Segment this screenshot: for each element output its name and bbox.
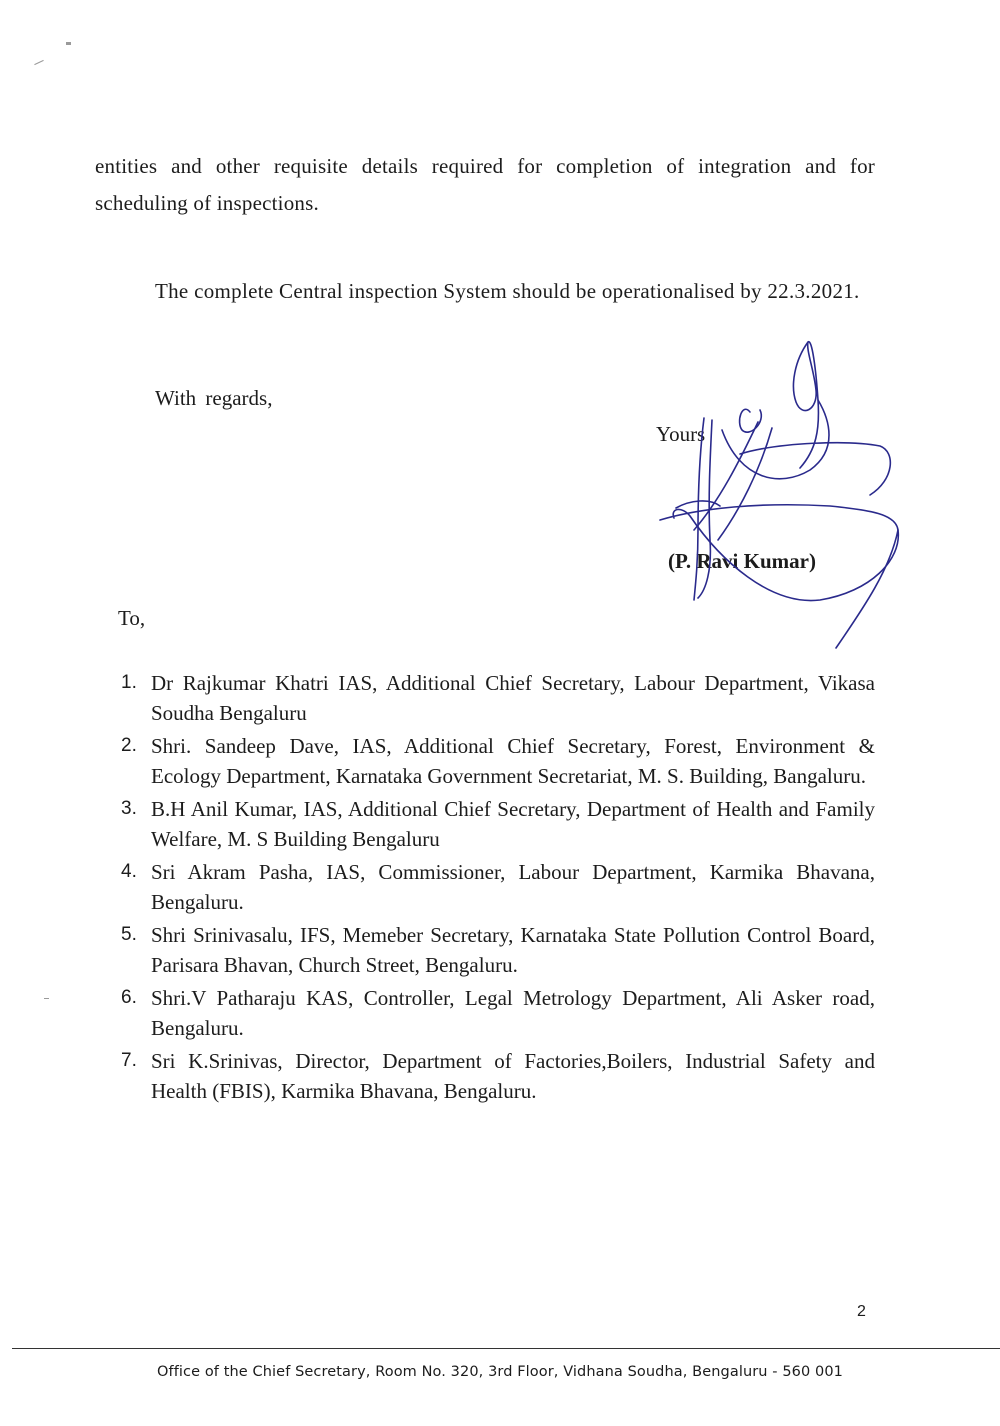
list-item-number: 5. (121, 924, 137, 945)
list-item (115, 1046, 875, 1106)
list-item (115, 731, 875, 791)
footer-address: Office of the Chief Secretary, Room No. 320, 3rd Floor, Vidhana Soudha, Bengaluru - 560 001 (156, 1364, 843, 1380)
list-item-text: Sri Akram Pasha, IAS, Commissioner, Labour Department, Karmika Bhavana, Bengaluru. (151, 860, 875, 914)
list-item-number: 1. (121, 672, 137, 693)
list-item (115, 794, 875, 854)
list-item-text: Shri.V Patharaju KAS, Controller, Legal Metrology Department, Ali Asker road, Bengaluru. (151, 986, 875, 1040)
signature-stroke (740, 409, 762, 432)
deadline-paragraph: The complete Central inspection System should be operationalised by 22.3.2021. (155, 279, 860, 303)
list-item-number: 2. (121, 735, 137, 756)
handwritten-signature (640, 330, 920, 670)
addressee-list (115, 668, 875, 1109)
signature-stroke (722, 400, 829, 479)
signature-stroke (793, 342, 818, 468)
continued-paragraph: entities and other requisite details required for completion of integration and for scheduling of inspections. (95, 154, 875, 215)
signature-stroke (836, 530, 898, 648)
scan-speck (66, 42, 71, 45)
list-item-number: 6. (121, 987, 137, 1008)
addressee-heading: To, (118, 606, 146, 630)
signature-stroke (740, 443, 890, 495)
scan-speck (34, 60, 43, 65)
list-item-text: Dr Rajkumar Khatri IAS, Additional Chief Secretary, Labour Department, Vikasa Soudha Bengaluru (151, 671, 875, 725)
list-item-number: 4. (121, 861, 137, 882)
list-item (115, 668, 875, 728)
list-item-text: B.H Anil Kumar, IAS, Additional Chief Secretary, Department of Health and Family Welfare, M. S Building Bengaluru (151, 797, 875, 851)
signatory-name: (P. Ravi Kumar) (668, 549, 816, 573)
list-item-number: 7. (121, 1050, 137, 1071)
list-item (115, 920, 875, 980)
list-item-number: 3. (121, 798, 137, 819)
closing-regards: With regards, (155, 386, 273, 410)
list-item-text: Shri Srinivasalu, IFS, Memeber Secretary, Karnataka State Pollution Control Board, Parisara Bhavan, Church Street, Bengaluru. (151, 923, 875, 977)
list-item-text: Sri K.Srinivas, Director, Department of Factories,Boilers, Industrial Safety and Health (FBIS), Karmika Bhavana, Bengaluru. (151, 1049, 875, 1103)
list-item-text: Shri. Sandeep Dave, IAS, Additional Chief Secretary, Forest, Environment & Ecology Department, Karnataka Government Secretariat, M. S. Building, Bangaluru. (151, 734, 875, 788)
footer-divider (12, 1348, 1000, 1349)
valediction: Yours (656, 422, 706, 446)
list-item (115, 983, 875, 1043)
list-item (115, 857, 875, 917)
scan-speck (44, 998, 49, 999)
signature-stroke (694, 418, 704, 600)
page-number: 2 (857, 1303, 866, 1320)
